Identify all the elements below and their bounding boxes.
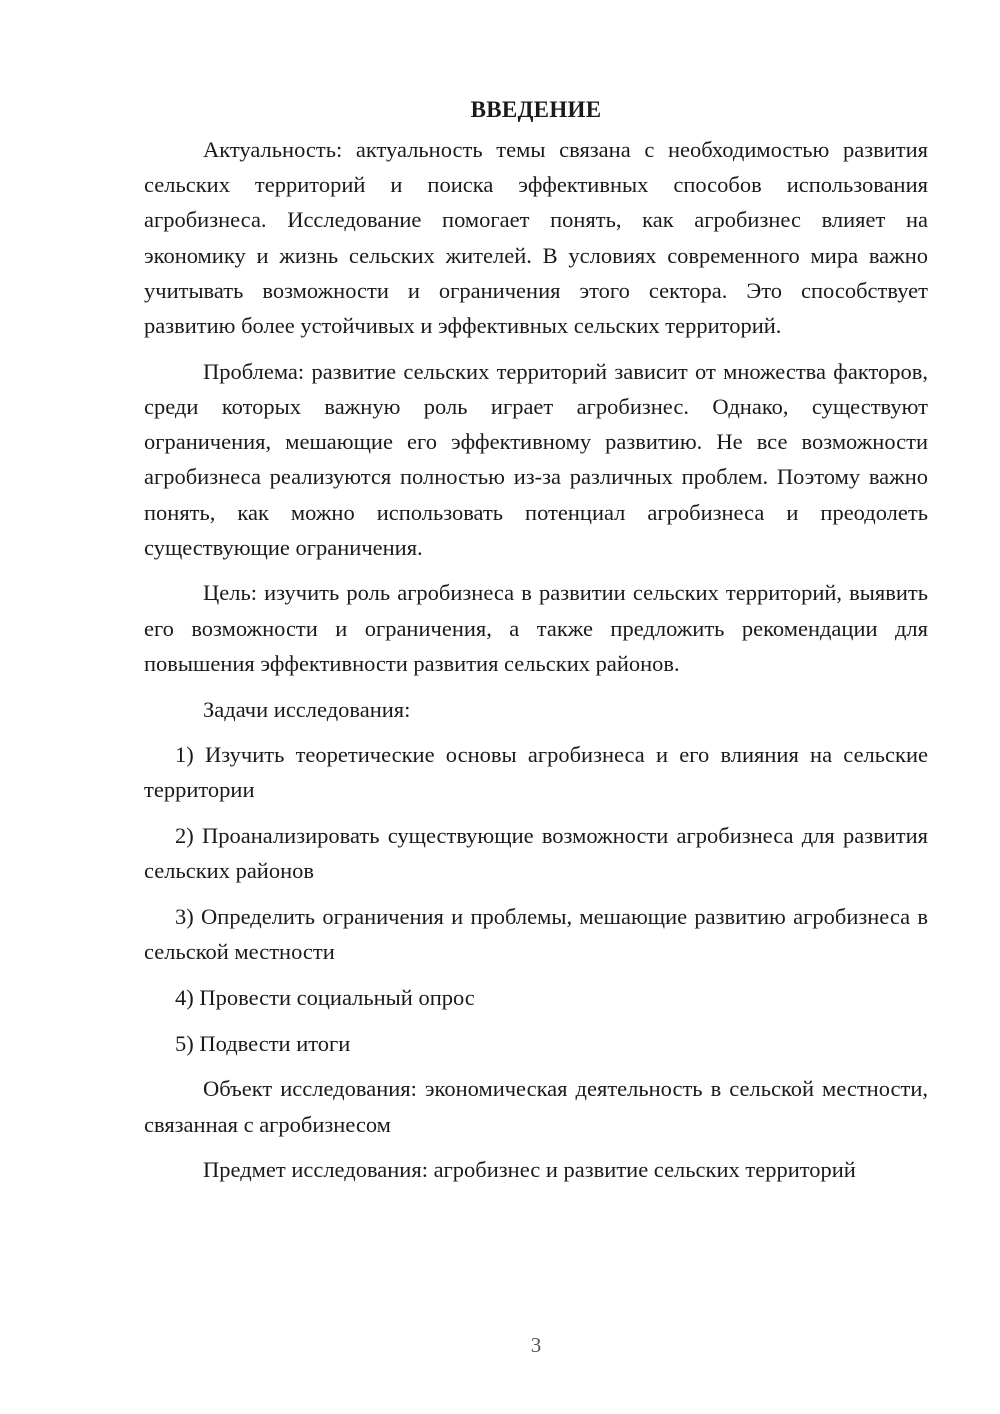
document-title: ВВЕДЕНИЕ xyxy=(470,97,602,122)
document-page xyxy=(144,92,928,1198)
page-number: 3 xyxy=(530,1333,542,1357)
problem-paragraph: Проблема: развитие сельских территорий зависит от множества факторов, среди которых важную роль играет агробизнес. Однако, существуют ограничения, мешающие его эффективному развитию. Не все возможности агробизнеса реализуются полностью из-за различных проблем. Поэтому важно понять, как можно использовать потенциал агробизнеса и преодолеть существующие ограничения. xyxy=(144,358,928,560)
goal-paragraph: Цель: изучить роль агробизнеса в развитии сельских территорий, выявить его возможности и ограничения, а также предложить рекомендации для повышения эффективности развития сельских районов. xyxy=(144,580,928,676)
relevance-paragraph: Актуальность: актуальность темы связана с необходимостью развития сельских территорий и поиска эффективных способов использования агробизнеса. Исследование помогает понять, как агробизнес влияет на экономику и жизнь сельских жителей. В условиях современного мира важно учитывать возможности и ограничения этого сектора. Это способствует развитию более устойчивых и эффективных сельских территорий. xyxy=(144,137,928,339)
task-item: 5) Подвести итоги xyxy=(175,1030,351,1056)
task-item: 3) Определить ограничения и проблемы, мешающие развитию агробизнеса в сельской местности xyxy=(144,904,928,965)
object-paragraph: Объект исследования: экономическая деятельность в сельской местности, связанная с агробизнесом xyxy=(144,1076,928,1137)
tasks-list xyxy=(144,737,928,1061)
task-item: 4) Провести социальный опрос xyxy=(175,984,475,1010)
task-item: 2) Проанализировать существующие возможности агробизнеса для развития сельских районов xyxy=(144,823,928,884)
task-item: 1) Изучить теоретические основы агробизнеса и его влияния на сельские территории xyxy=(144,742,928,803)
subject-paragraph: Предмет исследования: агробизнес и развитие сельских территорий xyxy=(203,1157,856,1183)
tasks-heading: Задачи исследования: xyxy=(203,696,411,722)
